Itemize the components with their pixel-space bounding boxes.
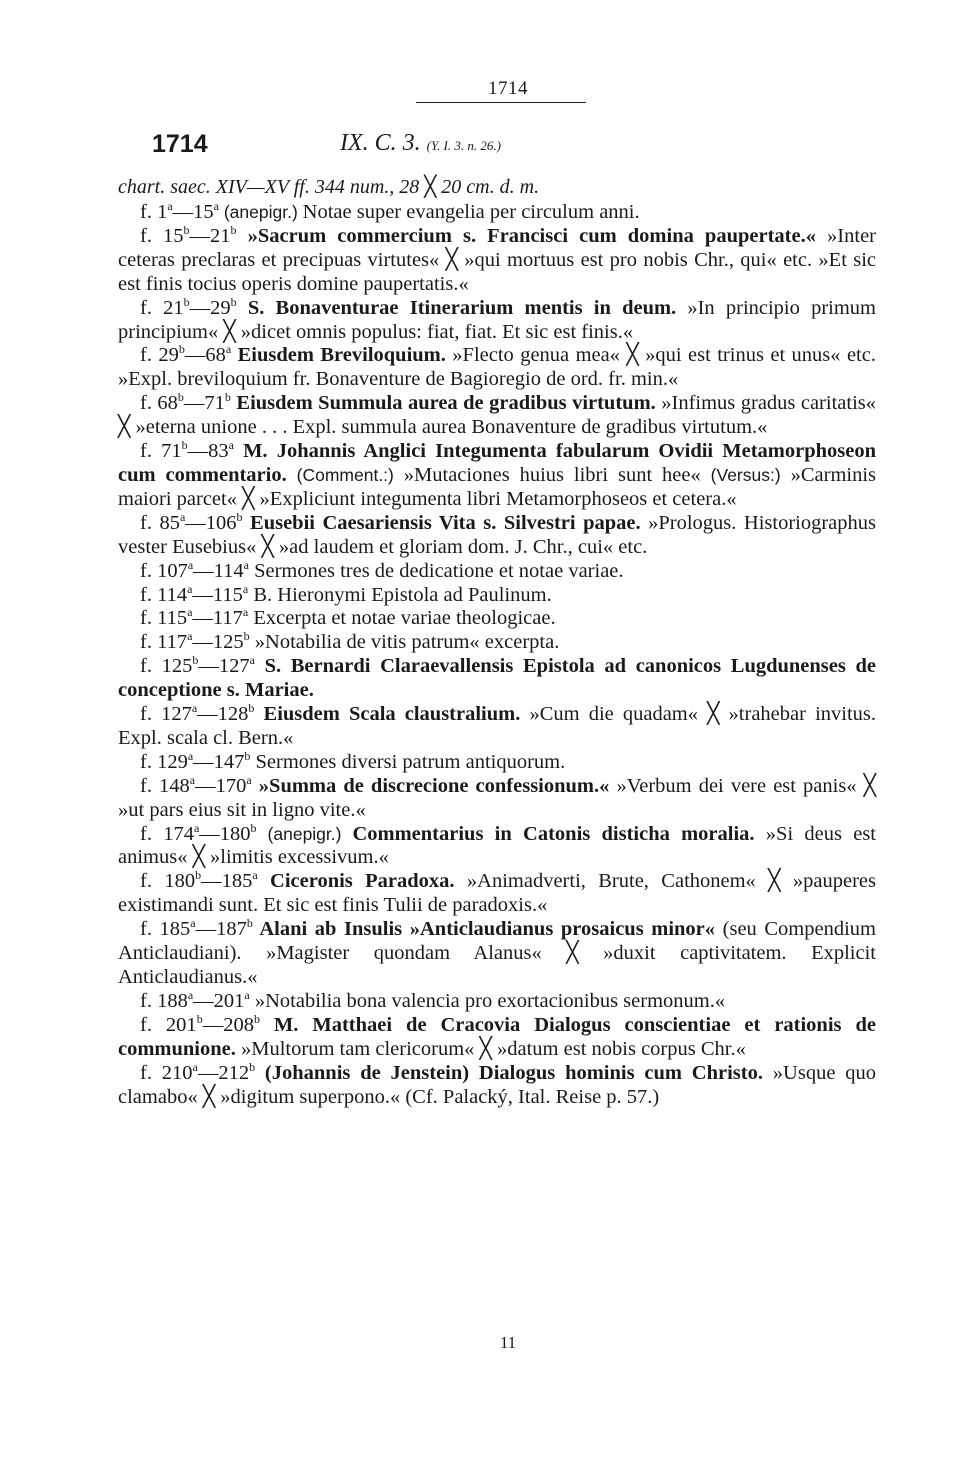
- entry-text: (Versus:): [710, 464, 781, 485]
- catalog-entry: [118, 201, 876, 225]
- entry-title: Ciceronis Paradoxa.: [257, 870, 467, 893]
- folio-range: f. 148$^a$—170$^a$: [140, 772, 252, 797]
- folio-range: f. 115$^a$—117$^a$: [140, 605, 249, 630]
- entry-text: »Usque quo clamabo« ╳ »digitum superpono.« (Cf. Palacký, Ital. Reise p. 57.): [118, 1061, 876, 1108]
- entry-text: »Si deus est animus« ╳ »limitis excessivum.«: [118, 822, 877, 869]
- entry-text: »In principio primum principium« ╳ »dicet omnis populus: fiat, fiat. Et sic est finis.«: [118, 296, 876, 343]
- entry-text: Notae super evangelia per circulum anni.: [302, 201, 640, 223]
- catalog-entry: [118, 703, 876, 751]
- catalog-entry: [118, 581, 876, 608]
- entry-header: [140, 130, 880, 162]
- entry-text: »Carminis maiori parcet« ╳ »Expliciunt integumenta libri Metamorphoseos et cetera.«: [118, 463, 877, 510]
- entry-text: (anepigr.): [218, 202, 303, 222]
- entry-title: S. Bernardi Claraevallensis Epistola ad canonicos Lugdunenses de conceptione s. Mariae.: [118, 655, 877, 702]
- folio-range: f. 1$^a$—15$^a$: [140, 199, 219, 223]
- folio-range: f. 107$^a$—114$^a$: [140, 557, 249, 582]
- entry-text: (Comment.:): [296, 464, 394, 485]
- catalog-entry: [118, 1059, 876, 1110]
- entry-text: »Mutaciones huius libri sunt hee«: [393, 463, 711, 486]
- entry-title: »Sacrum commercium s. Francisci cum domina paupertate.«: [236, 224, 828, 247]
- entry-title: Eiusdem Summula aurea de gradibus virtutum.: [230, 392, 662, 415]
- entry-title: »Summa de discrecione confessionum.«: [251, 774, 617, 797]
- entry-title: Eiusdem Scala claustralium.: [254, 703, 530, 726]
- catalog-entry: [118, 918, 876, 990]
- catalog-entry: [118, 990, 876, 1014]
- catalog-entry: [118, 631, 876, 655]
- catalog-entry: [118, 1011, 876, 1062]
- entry-text: Excerpta et notae variae theologicae.: [248, 607, 556, 630]
- folio-range: f. 71$^b$—83$^a$: [140, 438, 234, 463]
- catalog-entry: [118, 557, 876, 584]
- folio-range: f. 185$^a$—187$^b$: [140, 916, 253, 941]
- entry-text: »Prologus. Historiographus vester Eusebius« ╳ »ad laudem et gloriam dom. J. Chr., cui« etc.: [118, 511, 876, 558]
- physical-description: chart. saec. XIV—XV ff. 344 num., 28 ╳ 20 cm. d. m.: [118, 176, 540, 198]
- entry-text: (seu Compendium Anticlaudiani). »Magister quondam Alanus« ╳ »duxit captivitatem. Explicit Anticlaudianus.«: [118, 918, 876, 988]
- folio-range: f. 127$^a$—128$^b$: [140, 701, 255, 726]
- entry-text: »Notabilia de vitis patrum« excerpta.: [249, 631, 560, 654]
- folio-range: f. 201$^b$—208$^b$: [140, 1011, 260, 1036]
- catalog-entry: [118, 820, 877, 871]
- entry-text: (anepigr.): [256, 823, 353, 844]
- catalog-entry: [118, 870, 876, 918]
- entry-text: »Inter ceteras preclaras et precipuas virtutes« ╳ »qui mortuus est pro nobis Chr., qui« etc. »Et sic est finis tocius operis domine paupertatis.«: [118, 224, 876, 295]
- old-shelfmark: (Y. I. 3. n. 26.): [426, 138, 501, 153]
- entry-text: Sermones diversi patrum antiquorum.: [250, 750, 566, 773]
- entry-text: »Flecto genua mea« ╳ »qui est trinus et unus« etc. »Expl. breviloquium fr. Bonaventure de Bagioregio de ord. fr. min.«: [118, 344, 876, 391]
- shelfmark-text: IX. C. 3.: [340, 130, 421, 156]
- entry-number: 1714: [152, 130, 208, 158]
- entry-text: »Notabilia bona valencia pro exortacionibus sermonum.«: [249, 989, 726, 1012]
- entry-title: (Johannis de Jenstein) Dialogus hominis cum Christo.: [255, 1061, 773, 1084]
- entry-text: Sermones tres de dedicatione et notae variae.: [248, 559, 624, 582]
- folio-range: f. 125$^b$—127$^a$: [140, 653, 255, 678]
- catalog-entry: [118, 607, 876, 631]
- folio-range: f. 114$^a$—115$^a$: [140, 581, 249, 606]
- catalog-entry: [118, 772, 877, 823]
- folio-range: f. 188$^a$—201$^a$: [140, 988, 250, 1012]
- contents-list: [118, 201, 876, 1109]
- entry-title: Eiusdem Breviloquium.: [231, 344, 453, 367]
- entry-title: Commentarius in Catonis disticha moralia.: [352, 822, 766, 845]
- catalog-entry: [118, 751, 876, 775]
- entry-title: S. Bonaventurae Itinerarium mentis in deum.: [236, 296, 688, 319]
- folio-range: f. 15$^b$—21$^b$: [140, 223, 237, 247]
- entry-title: Eusebii Caesariensis Vita s. Silvestri papae.: [242, 511, 649, 534]
- running-head: 1714: [488, 78, 528, 99]
- entry-text: »Verbum dei vere est panis« ╳ »ut pars eius sit in ligno vite.«: [118, 774, 877, 821]
- header-rule: [416, 102, 586, 103]
- entry-text: »Multorum tam clericorum« ╳ »datum est nobis corpus Chr.«: [241, 1037, 746, 1060]
- folio-range: f. 180$^b$—185$^a$: [140, 868, 258, 893]
- catalog-entry: [118, 655, 876, 703]
- folio-range: f. 85$^a$—106$^b$: [140, 509, 243, 534]
- entry-text: »Infimus gradus caritatis« ╳ »eterna unione . . . Expl. summula aurea Bonaventure de gradibus virtutum.«: [118, 392, 876, 439]
- folio-range: f. 29$^b$—68$^a$: [140, 342, 232, 367]
- folio-range: f. 21$^b$—29$^b$: [140, 294, 237, 319]
- catalog-entry: [118, 344, 876, 392]
- entry-title: Alani ab Insulis »Anticlaudianus prosaicus minor«: [252, 918, 723, 941]
- catalog-entry: [118, 440, 876, 512]
- catalog-entry: [118, 392, 876, 440]
- catalog-entry: [118, 225, 876, 297]
- folio-range: f. 174$^a$—180$^b$: [140, 820, 257, 845]
- entry-title: M. Matthaei de Cracovia Dialogus conscientiae et rationis de communione.: [118, 1013, 876, 1060]
- entry-text: B. Hieronymi Epistola ad Paulinum.: [248, 583, 552, 606]
- entry-text: »Animadverti, Brute, Cathonem« ╳ »pauperes existimandi sunt. Et sic est finis Tulii de paradoxis.«: [118, 870, 876, 917]
- folio-range: f. 129$^a$—147$^b$: [140, 749, 251, 773]
- catalog-entry: [118, 294, 876, 345]
- catalog-entry: [118, 509, 876, 560]
- page-number: 11: [499, 1333, 517, 1352]
- shelfmark: [340, 130, 501, 157]
- entry-text: »Cum die quadam« ╳ »trahebar invitus. Expl. scala cl. Bern.«: [118, 703, 877, 749]
- entry-title: M. Johannis Anglici Integumenta fabularum Ovidii Metamorphoseon cum commentario.: [118, 440, 876, 486]
- folio-range: f. 117$^a$—125$^b$: [140, 629, 250, 654]
- folio-range: f. 210$^a$—212$^b$: [140, 1059, 256, 1084]
- folio-range: f. 68$^b$—71$^b$: [140, 390, 231, 415]
